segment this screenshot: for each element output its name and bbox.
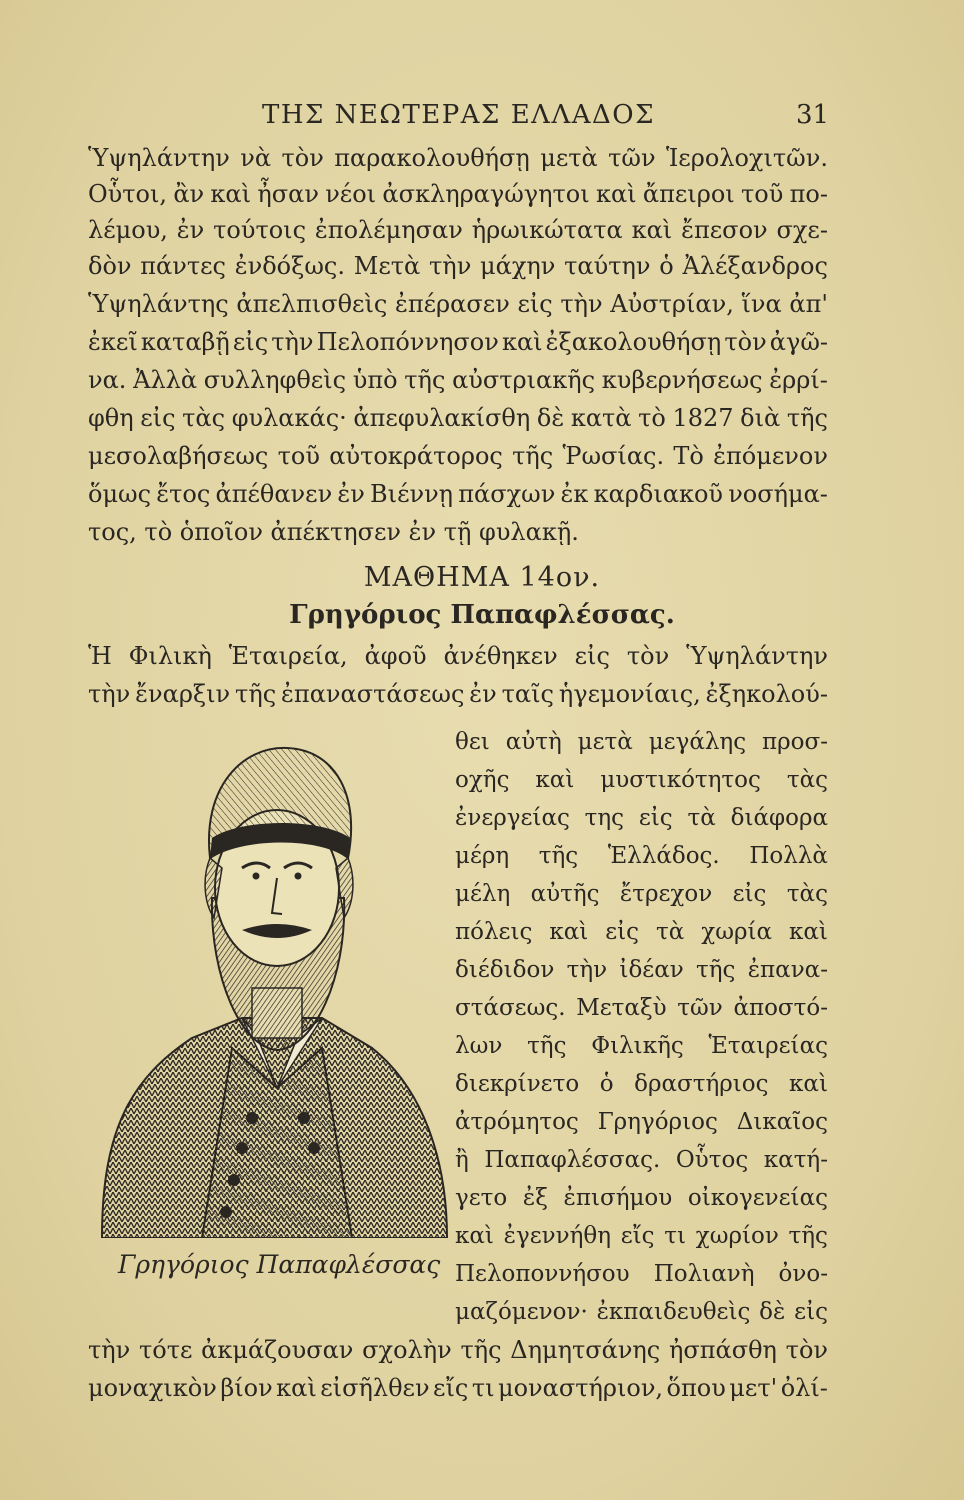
text-line: μέλη αὐτῆς ἔτρεχον εἰς τὰς [455, 881, 828, 907]
text-line: διεκρίνετο ὁ δραστήριος καὶ [455, 1071, 828, 1097]
page-header [0, 100, 964, 134]
text-line: μοναχικὸν βίον καὶ εἰσῆλθεν εἴς τι μοναστήριον, ὅπου μετ' ὀλί- [88, 1374, 828, 1402]
text-line: φθη εἰς τὰς φυλακάς· ἀπεφυλακίσθη δὲ κατὰ τὸ 1827 διὰ τῆς [88, 404, 828, 432]
text-line: διέδιδον τὴν ἰδέαν τῆς ἐπανα- [455, 957, 828, 983]
text-line: γετο ἐξ ἐπισήμου οἰκογενείας [455, 1185, 828, 1211]
text-line: λέμου, ἐν τούτοις ἐπολέμησαν ἡρωικώτατα καὶ ἔπεσον σχε- [88, 216, 828, 244]
text-line: Ἡ Φιλικὴ Ἑταιρεία, ἀφοῦ ἀνέθηκεν εἰς τὸν Ὑψηλάντην [88, 642, 828, 670]
running-title: ΤΗΣ ΝΕΩΤΕΡΑΣ ΕΛΛΑΔΟΣ [262, 100, 655, 130]
text-line: ἐκεῖ καταβῇ εἰς τὴν Πελοπόννησον καὶ ἐξακολουθήσῃ τὸν ἀγῶ- [88, 328, 828, 356]
text-line: τος, τὸ ὁποῖον ἀπέκτησεν ἐν τῇ φυλακῇ. [88, 518, 579, 546]
portrait-engraving [92, 718, 452, 1238]
text-line: λων τῆς Φιλικῆς Ἑταιρείας [455, 1033, 828, 1059]
text-line: Οὗτοι, ἂν καὶ ἦσαν νέοι ἀσκληραγώγητοι καὶ ἄπειροι τοῦ πο- [88, 180, 828, 208]
text-line: τὴν ἔναρξιν τῆς ἐπαναστάσεως ἐν ταῖς ἡγεμονίαις, ἐξηκολού- [88, 680, 828, 708]
lesson-title: ΜΑΘΗΜΑ 14ον. [363, 562, 601, 593]
text-line: καὶ ἐγεννήθη εἴς τι χωρίον τῆς [455, 1223, 828, 1249]
text-line: ὅμως ἔτος ἀπέθανεν ἐν Βιέννῃ πάσχων ἐκ καρδιακοῦ νοσήμα- [88, 480, 828, 508]
text-line: Ὑψηλάντης ἀπελπισθεὶς ἐπέρασεν εἰς τὴν Αὐστρίαν, ἵνα ἀπ' [88, 290, 828, 318]
text-line: μεσολαβήσεως τοῦ αὐτοκράτορος τῆς Ῥωσίας. Τὸ ἐπόμενον [88, 442, 828, 470]
text-line: ἀτρόμητος Γρηγόριος Δικαῖος [455, 1109, 828, 1135]
text-line: ἐνεργείας της εἰς τὰ διάφορα [455, 805, 828, 831]
text-line: Πελοποννήσου Πολιανὴ ὀνο- [455, 1261, 828, 1287]
figure-caption: Γρηγόριος Παπαφλέσσας [118, 1250, 441, 1279]
text-line: θει αὐτὴ μετὰ μεγάλης προσ- [455, 729, 828, 755]
section-heading: Γρηγόριος Παπαφλέσσας. [289, 600, 675, 630]
text-line: δὸν πάντες ἐνδόξως. Μετὰ τὴν μάχην ταύτην ὁ Ἀλέξανδρος [88, 252, 828, 280]
text-line: τὴν τότε ἀκμάζουσαν σχολὴν τῆς Δημητσάνης ἠσπάσθη τὸν [88, 1336, 828, 1364]
text-line: μέρη τῆς Ἑλλάδος. Πολλὰ [455, 843, 828, 869]
text-line: Ὑψηλάντην νὰ τὸν παρακολουθήσῃ μετὰ τῶν Ἱερολοχιτῶν. [88, 144, 828, 172]
text-line: μαζόμενον· ἐκπαιδευθεὶς δὲ εἰς [455, 1299, 828, 1325]
text-line: να. Ἀλλὰ συλληφθεὶς ὑπὸ τῆς αὐστριακῆς κυβερνήσεως ἐρρί- [88, 366, 828, 394]
text-line: στάσεως. Μεταξὺ τῶν ἀποστό- [455, 995, 828, 1021]
page-number: 31 [796, 100, 830, 130]
text-line: πόλεις καὶ εἰς τὰ χωρία καὶ [455, 919, 828, 945]
text-line: ἢ Παπαφλέσσας. Οὗτος κατή- [455, 1147, 828, 1173]
text-line: οχῆς καὶ μυστικότητος τὰς [455, 767, 828, 793]
